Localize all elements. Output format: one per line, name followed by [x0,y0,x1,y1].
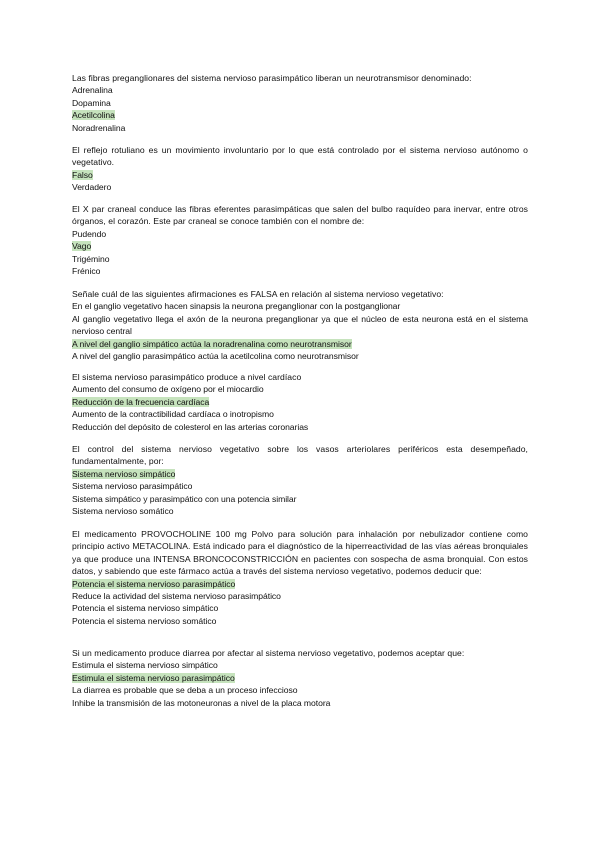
answer-option: Al ganglio vegetativo llega el axón de la neurona preganglionar ya que el núcleo de esta neurona está en el sistema nervioso central [72,313,528,337]
question-8 [72,647,528,709]
answer-option: Estimula el sistema nervioso simpático [72,660,218,671]
answer-option: Reduce la actividad del sistema nervioso parasimpático [72,591,281,602]
answer-option: Adrenalina [72,85,113,96]
answer-option: Aumento del consumo de oxígeno por el miocardio [72,384,264,395]
answer-option: Noradrenalina [72,122,126,133]
question-stem: El reflejo rotuliano es un movimiento involuntario por lo que está controlado por el sistema nervioso autónomo o vegetativo. [72,145,528,168]
answer-option-correct: Estimula el sistema nervioso parasimpático [72,672,235,683]
answer-option: Reducción del depósito de colesterol en las arterias coronarias [72,421,309,432]
answer-option: Trigémino [72,253,110,264]
question-1 [72,72,528,134]
question-stem: El control del sistema nervioso vegetativo sobre los vasos arteriolares periféricos esta desempeñado, fundamentalmente, por: [72,444,528,467]
answer-option-correct: A nivel del ganglio simpático actúa la noradrenalina como neurotransmisor [72,338,352,349]
answer-option: Aumento de la contractibilidad cardíaca o inotropismo [72,409,274,420]
question-7 [72,528,528,627]
answer-option: En el ganglio vegetativo hacen sinapsis la neurona preganglionar con la postganglionar [72,301,401,312]
question-6 [72,443,528,517]
answer-option: Pudendo [72,228,107,239]
question-4 [72,288,528,362]
answer-option: Potencia el sistema nervioso simpático [72,603,219,614]
answer-option-correct: Potencia el sistema nervioso parasimpático [72,578,236,589]
question-3 [72,203,528,277]
question-stem: Si un medicamento produce diarrea por afectar al sistema nervioso vegetativo, podemos aceptar que: [72,648,465,658]
question-stem: El sistema nervioso parasimpático produce a nivel cardíaco [72,372,302,382]
answer-option-correct: Sistema nervioso simpático [72,468,176,479]
answer-option-correct: Vago [72,241,92,252]
question-stem: Las fibras preganglionares del sistema nervioso parasimpático liberan un neurotransmisor denominado: [72,73,472,83]
question-stem: Señale cuál de las siguientes afirmaciones es FALSA en relación al sistema nervioso vegetativo: [72,289,444,299]
question-stem: El medicamento PROVOCHOLINE 100 mg Polvo para solución para inhalación por nebulizador contiene como principio activo METACOLINA. Está indicado para el diagnóstico de la hiperreactividad de las vías aéreas bronquiales ya que produce una INTENSA BRONCOCONSTRICCIÓN en pacientes con sospecha de asma bronquial. Con estos datos, y sabiendo que este fármaco actúa a través del sistema nervioso vegetativo, podemos deducir que: [72,529,528,577]
question-5 [72,371,528,433]
answer-option: Inhibe la transmisión de las motoneuronas a nivel de la placa motora [72,697,331,708]
answer-option: Frénico [72,266,101,277]
question-stem: El X par craneal conduce las fibras eferentes parasimpáticas que salen del bulbo raquídeo para inervar, entre otros órganos, el corazón. Este par craneal se conoce también con el nombre de: [72,204,528,227]
answer-option: Potencia el sistema nervioso somático [72,615,217,626]
answer-option: Sistema nervioso parasimpático [72,481,193,492]
answer-option: Dopamina [72,97,111,108]
answer-option: Sistema simpático y parasimpático con una potencia similar [72,493,297,504]
answer-option: La diarrea es probable que se deba a un proceso infeccioso [72,685,298,696]
answer-option-correct: Acetilcolina [72,110,115,121]
answer-option: Sistema nervioso somático [72,506,174,517]
answer-option: Verdadero [72,182,112,193]
question-2 [72,144,528,194]
answer-option-correct: Reducción de la frecuencia cardíaca [72,396,210,407]
answer-option-correct: Falso [72,169,93,180]
answer-option: A nivel del ganglio parasimpático actúa la acetilcolina como neurotransmisor [72,351,359,362]
